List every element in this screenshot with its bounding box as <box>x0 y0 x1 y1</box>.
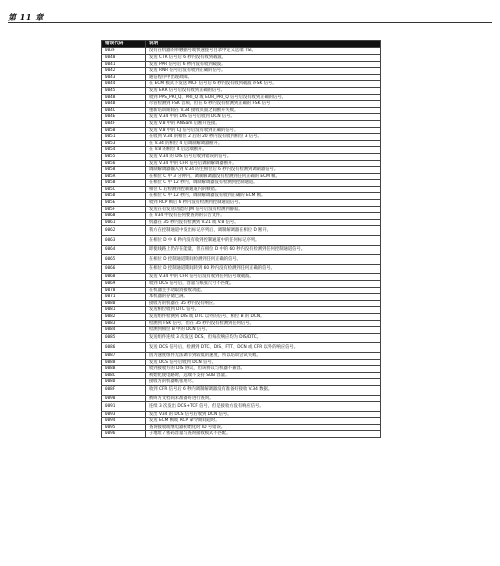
error-code-cell: 004F <box>102 120 146 127</box>
description-cell: 调制解调器输入到 V.34 的主相位后 6 秒内没有检测到调制器信号。 <box>146 167 381 174</box>
error-code-cell: 0088 <box>102 359 146 366</box>
error-code-cell: 0082 <box>102 313 146 320</box>
chapter-label: 第 11 章 <box>8 12 44 22</box>
description-cell: 发送相位收到 DTC 信号。 <box>146 307 381 314</box>
error-code-cell: 0050 <box>102 127 146 134</box>
description-cell: 发送在有发送功能的 JM 信号后没有检测到静寂。 <box>146 206 381 213</box>
table-row <box>102 81 381 88</box>
description-cell: 发送 DCS 信号后，检测到 DTC、DIS、FTT、DCN 或 CFR 以外的响应信号。 <box>146 343 381 353</box>
table-row <box>102 281 381 288</box>
table-row <box>102 320 381 327</box>
error-code-cell: 008D <box>102 379 146 386</box>
description-cell: 在 V34 中没有任何要查询的公告文件。 <box>146 213 381 220</box>
table-row <box>102 114 381 121</box>
error-code-cell: 0085 <box>102 333 146 343</box>
header-rule <box>8 22 492 23</box>
table-row <box>102 431 381 438</box>
table-row <box>102 411 381 418</box>
description-cell: 收到 CFR 信号后 6 秒内调制解调器没有准备好接收 V.34 数据。 <box>146 385 381 395</box>
error-code-cell: 008B <box>102 366 146 373</box>
description-cell: 在相位 D 控制通道期间转到 60 秒内没有检测到任何正确的信号。 <box>146 264 381 274</box>
error-code-cell: 0071 <box>102 294 146 301</box>
description-cell: 即使线路上仍存在能量，但在相位 D 中的 60 秒内没有检测到任何控制通道信号。 <box>146 245 381 255</box>
description-cell: 机器在 35 秒内没有检测到 V.21 或 V.8 信号。 <box>146 219 381 226</box>
table-row <box>102 294 381 301</box>
description-cell: 发出 V34 的 DCS 信号后收到 DCN 信号。 <box>146 411 381 418</box>
table-row <box>102 74 381 81</box>
error-code-cell: 0091 <box>102 402 146 412</box>
error-code-cell: 0051 <box>102 134 146 141</box>
error-code-cell: 0094 <box>102 418 146 425</box>
description-cell: 在 ECM 模式下发送 MCF 信号后 6 秒内没有收到载波 /FSK 信号。 <box>146 81 381 88</box>
table-row <box>102 87 381 94</box>
table-row <box>102 213 381 220</box>
error-code-cell: 0053 <box>102 140 146 147</box>
error-code-cell: 008C <box>102 372 146 379</box>
description-cell: 被叫方文档尚未准备好进行查询。 <box>146 395 381 402</box>
error-code-cell: 0066 <box>102 264 146 274</box>
table-body <box>102 48 381 438</box>
description-cell: 发送 V.34 中的 CFR 信号后没有收到任何信号或载波。 <box>146 274 381 281</box>
error-code-cell: 0093 <box>102 411 146 418</box>
error-code-cell: 008F <box>102 385 146 395</box>
description-cell: 重新培训期间在 V.34 接收页面之间断开失败。 <box>146 107 381 114</box>
description-cell: 在 V.34 的相位 4 后调制解调器断开。 <box>146 140 381 147</box>
table-row <box>102 134 381 141</box>
error-code-cell: 0045 <box>102 87 146 94</box>
table-row <box>102 402 381 412</box>
table-row <box>102 307 381 314</box>
table-row <box>102 343 381 353</box>
description-cell: 收到 PPS_PRI_Q、PRI_Q 或 EOR_PRI_Q 信号后没有收到正确的信号。 <box>146 94 381 101</box>
table-row <box>102 327 381 334</box>
description-cell: 发送 CTR 信号后 6 秒内没有收到载波。 <box>146 55 381 62</box>
table-row <box>102 333 381 343</box>
error-code-cell: 005F <box>102 206 146 213</box>
error-code-cell: 005B <box>102 180 146 187</box>
description-cell: 发送 V.34 的 DIS 信号后收到错误的信号。 <box>146 153 381 160</box>
table-row <box>102 274 381 281</box>
error-code-cell: 0055 <box>102 153 146 160</box>
description-cell: 本机器的存储已满。 <box>146 294 381 301</box>
table-row <box>102 255 381 265</box>
table-row <box>102 55 381 62</box>
description-cell: 在相位 D 中 6 秒内没有收到控制通道中的任何标记序列。 <box>146 236 381 246</box>
description-cell: 在相位 C 中 3 分钟内，调制解调器没有检测到任何正确的 ECM 帧。 <box>146 173 381 180</box>
table-row <box>102 120 381 127</box>
error-code-cell: 005E <box>102 200 146 207</box>
table-row <box>102 107 381 114</box>
table-row <box>102 193 381 200</box>
description-cell: 在相位 C 中 12 秒内，调制解调器没有收到正确的 ECM 帧。 <box>146 193 381 200</box>
error-code-cell: 0048 <box>102 94 146 101</box>
description-cell: 发送 V.8 中的 CJ 信号后没有收到正确的信号。 <box>146 127 381 134</box>
table-row <box>102 48 381 55</box>
table-row <box>102 167 381 174</box>
error-code-table <box>101 40 381 438</box>
table-row <box>102 359 381 366</box>
table-row <box>102 313 381 320</box>
description-cell: 子地址 / 密码容量与查询接收模式不匹配。 <box>146 431 381 438</box>
error-code-cell: 0062 <box>102 226 146 236</box>
table-row <box>102 180 381 187</box>
error-code-cell: 0081 <box>102 307 146 314</box>
table-row <box>102 379 381 386</box>
table-row <box>102 68 381 75</box>
description-cell: 在相位 D 控制通道期间检测到任何正确的信号。 <box>146 255 381 265</box>
error-code-cell: 005D <box>102 193 146 200</box>
table-row <box>102 395 381 402</box>
error-code-cell: 0086 <box>102 343 146 353</box>
error-code-cell: 0061 <box>102 219 146 226</box>
table-row <box>102 173 381 180</box>
table-row <box>102 352 381 359</box>
error-code-cell: 004E <box>102 114 146 121</box>
error-code-cell: 0065 <box>102 255 146 265</box>
error-code-cell: 0054 <box>102 147 146 154</box>
table-row <box>102 147 381 154</box>
table-row <box>102 226 381 236</box>
error-code-cell: 0063 <box>102 236 146 246</box>
description-cell: 发送 V.8 中的 ANSam 后断开连接。 <box>146 120 381 127</box>
table-row <box>102 245 381 255</box>
error-code-cell: 0095 <box>102 424 146 431</box>
table-header-row <box>102 41 381 48</box>
description-cell: 收到 RCP 帧后 6 秒内没有检测到控制通道信号。 <box>146 200 381 207</box>
description-cell: 检测到相位 B 中的 DCN 信号。 <box>146 327 381 334</box>
description-cell: 检测到 FSK 信号，但在 35 秒内没有检测到任何信号。 <box>146 320 381 327</box>
table-row <box>102 219 381 226</box>
description-cell: 在相位 C 中 12 秒内，调制解调器没有检测到控制通道。 <box>146 180 381 187</box>
description-cell: 没有在机器的举触据号或快速拨号目录中定义远端 TSI。 <box>146 48 381 55</box>
error-code-cell: 0083 <box>102 320 146 327</box>
description-cell: 通信程序中出现故障。 <box>146 74 381 81</box>
header-description: 说明 <box>146 41 381 48</box>
table-row <box>102 418 381 425</box>
error-code-cell: 0069 <box>102 281 146 288</box>
description-cell: 发送组件检测到 DIS 或 DTC 以外的信号，相位 B 的 DCN。 <box>146 313 381 320</box>
description-cell: 尽管检测到 FSK 音频，但在 6 秒内没有检测到正确的 FSK 信号 <box>146 101 381 108</box>
table-row <box>102 206 381 213</box>
error-code-cell: 0068 <box>102 274 146 281</box>
error-code-cell: 005A <box>102 173 146 180</box>
description-cell: 接收方的机器在 35 秒内没有响应。 <box>146 300 381 307</box>
table-row <box>102 101 381 108</box>
error-code-cell: 0090 <box>102 395 146 402</box>
table-row <box>102 153 381 160</box>
description-cell: 发送 V.34 中的 DIS 信号后收到 DCN 信号。 <box>146 114 381 121</box>
table-row <box>102 140 381 147</box>
error-code-cell: 0080 <box>102 300 146 307</box>
error-code-cell: 0044 <box>102 81 146 88</box>
table-row <box>102 200 381 207</box>
error-code-cell: 0096 <box>102 431 146 438</box>
error-code-cell: 0042 <box>102 68 146 75</box>
error-code-cell: 0058 <box>102 167 146 174</box>
description-cell: 发送 DCS 信号后收到 DCN 信号。 <box>146 359 381 366</box>
description-cell: 发送 V.34 中的 CFR 信号后调制解调器断开。 <box>146 160 381 167</box>
table-row <box>102 300 381 307</box>
description-cell: 初始化使电路时，远端不支持 SUB 容量。 <box>146 372 381 379</box>
description-cell: 在机器主手动取消接收功能。 <box>146 287 381 294</box>
table-row <box>102 94 381 101</box>
description-cell: 相位 C 后检测到控制通道内的帧错。 <box>146 186 381 193</box>
description-cell: 接收方的机器纸张用尽。 <box>146 379 381 386</box>
table-row <box>102 264 381 274</box>
error-code-cell: 004B <box>102 101 146 108</box>
table-row <box>102 236 381 246</box>
description-cell: 收到接收方的 DIS 协议，但该协议与机器不兼容。 <box>146 366 381 373</box>
table-row <box>102 366 381 373</box>
description-cell: 连续 3 次发出 DCS+TCF 信号，但是接收方没有响应信号。 <box>146 402 381 412</box>
error-code-cell: 003F <box>102 48 146 55</box>
error-code-cell: 0070 <box>102 287 146 294</box>
description-cell: 收到 DCS 信号后，容量与纸张尺寸不匹配。 <box>146 281 381 288</box>
header-error-code: 错误代码 <box>102 41 146 48</box>
error-code-cell: 0084 <box>102 327 146 334</box>
description-cell: 我方在控制通道中发出标记序列后，调制解调器在相位 D 断开。 <box>146 226 381 236</box>
description-cell: 查询接收或继电器初始化时 ID 号错误。 <box>146 424 381 431</box>
error-code-cell: 0056 <box>102 160 146 167</box>
description-cell: 发送 ECM 帧或 RCP 命令期间超时。 <box>146 418 381 425</box>
table-row <box>102 372 381 379</box>
error-code-cell: 005C <box>102 186 146 193</box>
table-row <box>102 127 381 134</box>
error-code-cell: 0043 <box>102 74 146 81</box>
table-row <box>102 186 381 193</box>
error-code-cell: 004C <box>102 107 146 114</box>
description-cell: 在 V.8 的相位 4 后远端断开。 <box>146 147 381 154</box>
error-code-cell: 0064 <box>102 245 146 255</box>
table-row <box>102 385 381 395</box>
description-cell: 因为速度组件无法调节到较低的速度，所以培训尝试失败。 <box>146 352 381 359</box>
error-code-cell: 0060 <box>102 213 146 220</box>
description-cell: 发送 RNR 信号后没有收到正确的信号。 <box>146 68 381 75</box>
table-row <box>102 424 381 431</box>
table-row <box>102 160 381 167</box>
table-row <box>102 61 381 68</box>
error-code-cell: 0040 <box>102 55 146 62</box>
table-row <box>102 287 381 294</box>
error-code-cell: 0087 <box>102 352 146 359</box>
error-code-cell: 0041 <box>102 61 146 68</box>
description-cell: 发送 PPR 信号后 6 秒内没有收到载波。 <box>146 61 381 68</box>
description-cell: 在收到 V.34 的相位 2 后的 20 秒内没有收到相位 3 信号。 <box>146 134 381 141</box>
description-cell: 发送组件连续 3 次发送 DCS，但每次响应均为 DIS/DTC。 <box>146 333 381 343</box>
description-cell: 发送 ERR 信号后没有收到正确的信号。 <box>146 87 381 94</box>
